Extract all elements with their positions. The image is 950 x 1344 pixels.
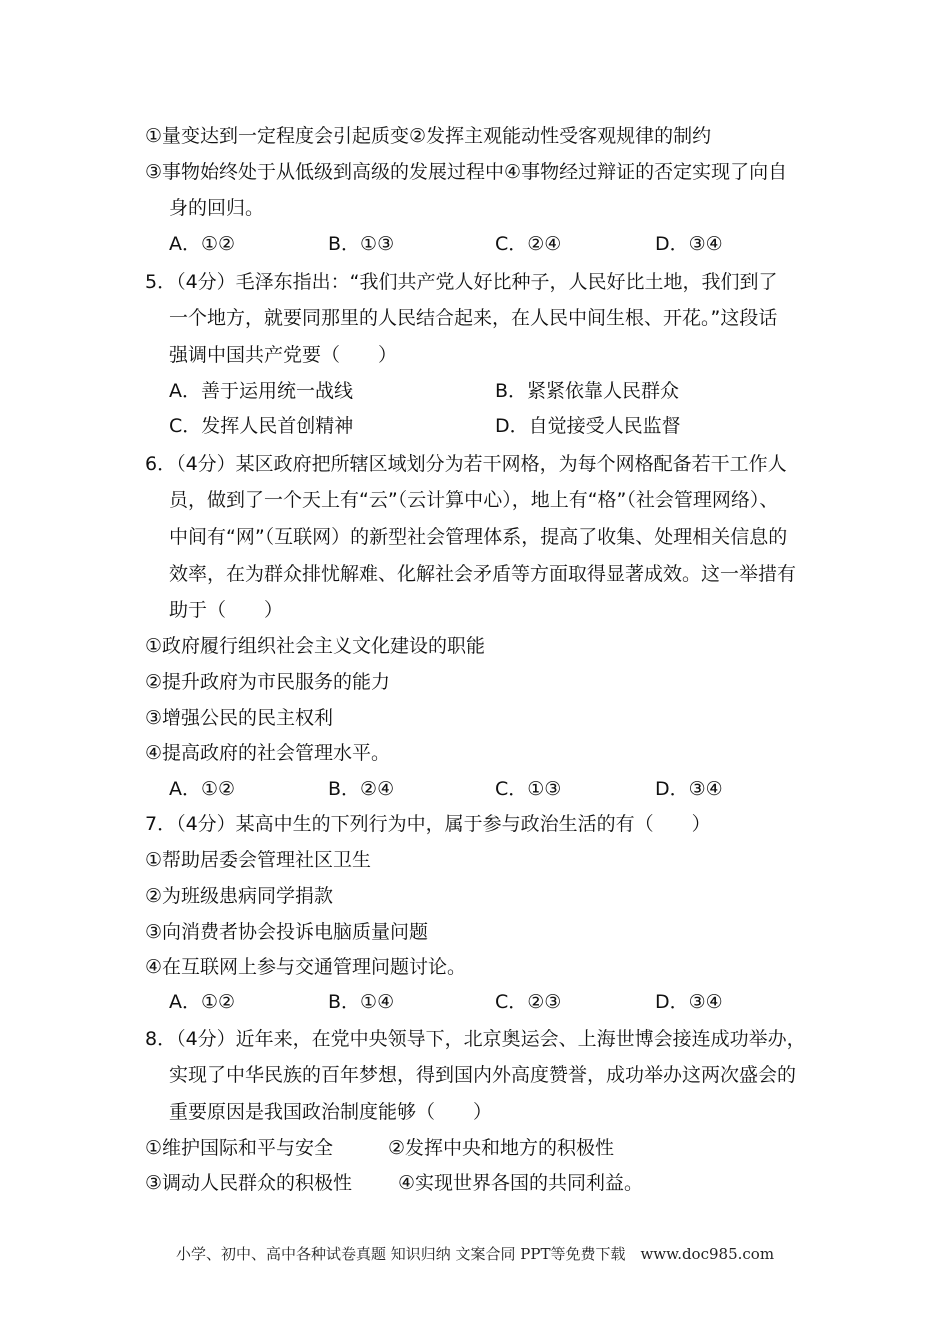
q6-statement-2: ②提升政府为市民服务的能力 xyxy=(145,671,391,693)
q8-stem-line-2: 实现了中华民族的百年梦想，得到国内外高度赞誉，成功举办这两次盛会的 xyxy=(169,1064,797,1086)
q8-stem-line-1: 8．（4分）近年来，在党中央领导下，北京奥运会、上海世博会接连成功举办， xyxy=(145,1028,806,1050)
q6-option-c: C．①③ xyxy=(495,778,562,800)
q5-option-c: C．发挥人民首创精神 xyxy=(169,415,354,437)
q5-stem-line-2: 一个地方，就要同那里的人民结合起来，在人民中间生根、开花。”这段话 xyxy=(169,307,778,329)
q8-statement-1: ①维护国际和平与安全 xyxy=(145,1137,334,1159)
q4-statement-line-1: ①量变达到一定程度会引起质变②发挥主观能动性受客观规律的制约 xyxy=(145,125,712,147)
q8-statement-4: ④实现世界各国的共同利益。 xyxy=(398,1172,644,1194)
page-footer: 小学、初中、高中各种试卷真题 知识归纳 文案合同 PPT等免费下载 www.doc985.com xyxy=(175,1245,775,1263)
q4-statement-line-2: ③事物始终处于从低级到高级的发展过程中④事物经过辩证的否定实现了向自 xyxy=(145,161,788,183)
q5-stem-line-1: 5．（4分）毛泽东指出：“我们共产党人好比种子，人民好比土地，我们到了 xyxy=(145,271,778,293)
q6-statement-1: ①政府履行组织社会主义文化建设的职能 xyxy=(145,635,486,657)
q7-option-c: C．②③ xyxy=(495,991,562,1013)
q6-stem-line-1: 6．（4分）某区政府把所辖区域划分为若干网格，为每个网格配备若干工作人 xyxy=(145,453,787,475)
q6-stem-line-3: 中间有“网”（互联网）的新型社会管理体系，提高了收集、处理相关信息的 xyxy=(169,526,788,548)
q7-statement-3: ③向消费者协会投诉电脑质量问题 xyxy=(145,921,429,943)
q5-option-a: A．善于运用统一战线 xyxy=(169,380,353,402)
q5-stem-line-3: 强调中国共产党要（ ） xyxy=(169,344,398,366)
q4-option-c: C．②④ xyxy=(495,233,562,255)
q7-option-d: D．③④ xyxy=(655,991,723,1013)
q6-option-b: B．②④ xyxy=(328,778,395,800)
q4-option-a: A．①② xyxy=(169,233,236,255)
q4-option-b: B．①③ xyxy=(328,233,395,255)
q7-option-a: A．①② xyxy=(169,991,236,1013)
q8-statement-2: ②发挥中央和地方的积极性 xyxy=(388,1137,615,1159)
q5-option-b: B．紧紧依靠人民群众 xyxy=(495,380,680,402)
q6-statement-4: ④提高政府的社会管理水平。 xyxy=(145,742,391,764)
q4-statement-line-3: 身的回归。 xyxy=(169,197,265,219)
q6-stem-line-4: 效率，在为群众排忧解难、化解社会矛盾等方面取得显著成效。这一举措有 xyxy=(169,563,797,585)
q7-stem-line-1: 7．（4分）某高中生的下列行为中，属于参与政治生活的有（ ） xyxy=(145,813,711,835)
q7-statement-2: ②为班级患病同学捐款 xyxy=(145,885,334,907)
q6-option-d: D．③④ xyxy=(655,778,723,800)
q7-statement-4: ④在互联网上参与交通管理问题讨论。 xyxy=(145,956,467,978)
q7-option-b: B．①④ xyxy=(328,991,395,1013)
q8-statement-3: ③调动人民群众的积极性 xyxy=(145,1172,353,1194)
q6-option-a: A．①② xyxy=(169,778,236,800)
q7-statement-1: ①帮助居委会管理社区卫生 xyxy=(145,849,372,871)
q6-stem-line-2: 员，做到了一个天上有“云”（云计算中心），地上有“格”（社会管理网络）、 xyxy=(169,489,779,511)
q8-stem-line-3: 重要原因是我国政治制度能够（ ） xyxy=(169,1101,493,1123)
q6-stem-line-5: 助于（ ） xyxy=(169,599,284,621)
q6-statement-3: ③增强公民的民主权利 xyxy=(145,707,334,729)
q5-option-d: D．自觉接受人民监督 xyxy=(495,415,681,437)
q4-option-d: D．③④ xyxy=(655,233,723,255)
